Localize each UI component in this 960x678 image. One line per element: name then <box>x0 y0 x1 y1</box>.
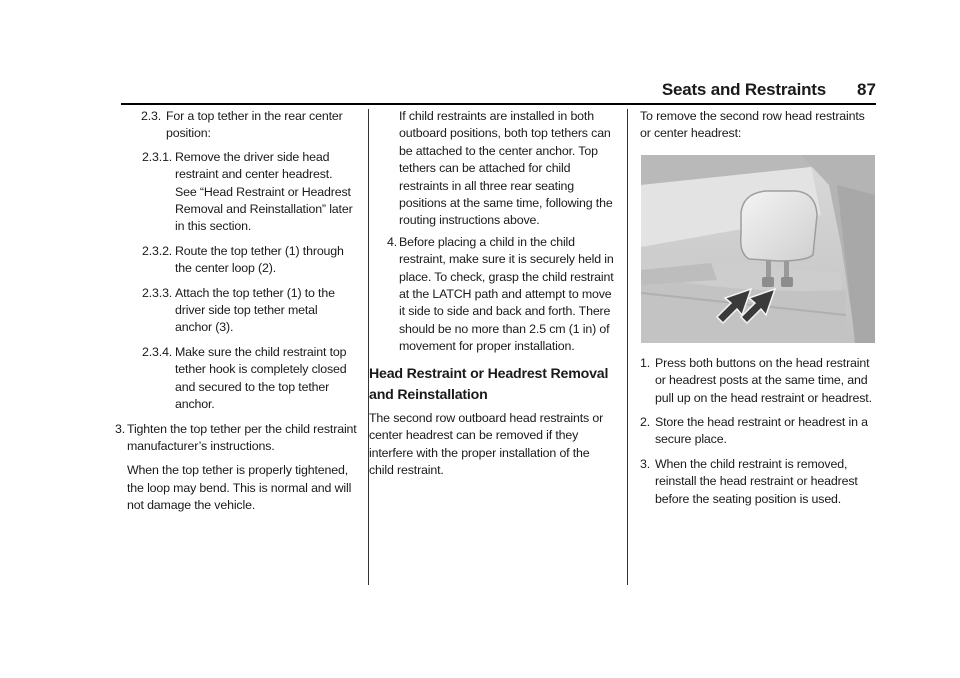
running-header-title: Seats and Restraints <box>661 80 826 99</box>
item-number: 2.3.2. <box>142 243 173 258</box>
column-left <box>115 108 357 515</box>
section-heading: Head Restraint or Headrest Removal and Reinstallation <box>369 365 609 403</box>
item-number: 2.3.1. <box>142 149 173 164</box>
step-item <box>640 456 878 508</box>
item-text: When the child restraint is removed, reinstall the head restraint or headrest before the seating position is used. <box>655 456 858 506</box>
sub-item <box>142 285 357 337</box>
item-number: 2.3. <box>141 109 162 123</box>
sub-item <box>142 243 357 278</box>
column-right <box>640 108 878 508</box>
sub-item <box>142 344 357 414</box>
list-item-4 <box>369 234 616 356</box>
item-text: Route the top tether (1) through the center loop (2). <box>175 243 344 276</box>
step-item <box>640 355 878 407</box>
item-text: Attach the top tether (1) to the driver side top tether metal anchor (3). <box>175 285 335 335</box>
item-text: Tighten the top tether per the child restraint manufacturer’s instructions. <box>127 421 357 453</box>
removal-intro: To remove the second row head restraints or center headrest: <box>640 109 865 141</box>
section-intro: The second row outboard head restraints or center headrest can be removed if they interfere with the proper installation of the child restraint. <box>369 410 604 477</box>
list-item-2-3 <box>115 108 357 143</box>
item-text: Remove the driver side head restraint and center headrest. See “Head Restraint or Headrest Removal and Reinstallation” later in this section. <box>175 149 353 234</box>
item-number: 2.3.4. <box>142 344 173 359</box>
sub-item <box>142 149 357 236</box>
step-item <box>640 414 878 449</box>
item-number: 4. <box>387 234 398 249</box>
list-item-3 <box>115 421 357 456</box>
item-number: 2.3.3. <box>142 285 173 300</box>
removal-steps <box>640 355 878 508</box>
item-text: Make sure the child restraint top tether hook is completely closed and secured to the top tether anchor. <box>175 344 347 412</box>
column-divider-right <box>627 109 628 585</box>
item-text: Press both buttons on the head restraint or headrest posts at the same time, and pull up on the head restraint or headrest. <box>655 355 872 405</box>
header-rule <box>121 103 876 105</box>
page-number: 87 <box>857 80 876 99</box>
column-middle <box>369 108 616 479</box>
item-text: Store the head restraint or headrest in a secure place. <box>655 415 868 447</box>
head-restraint-illustration <box>641 155 875 343</box>
item-number: 2. <box>640 415 651 430</box>
continuation-paragraph: If child restraints are installed in both outboard positions, both top tethers can be attached to the center anchor. Top tethers can be attached for child restraints in all three rear seating positions at the same time, following the routing instructions above. <box>399 109 613 228</box>
item-text: For a top tether in the rear center position: <box>166 109 343 141</box>
item-text: Before placing a child in the child restraint, make sure it is securely held in place. To check, grasp the child restraint at the LATCH path and attempt to move it side to side and back and forth. There should be no more than 2.5 cm (1 in) of movement for proper installation. <box>399 234 614 354</box>
item-number: 3. <box>115 421 126 436</box>
sub-list <box>115 149 357 414</box>
item-number: 3. <box>640 456 651 471</box>
note-paragraph: When the top tether is properly tightened, the loop may bend. This is normal and will not damage the vehicle. <box>127 463 352 513</box>
item-number: 1. <box>640 355 651 370</box>
